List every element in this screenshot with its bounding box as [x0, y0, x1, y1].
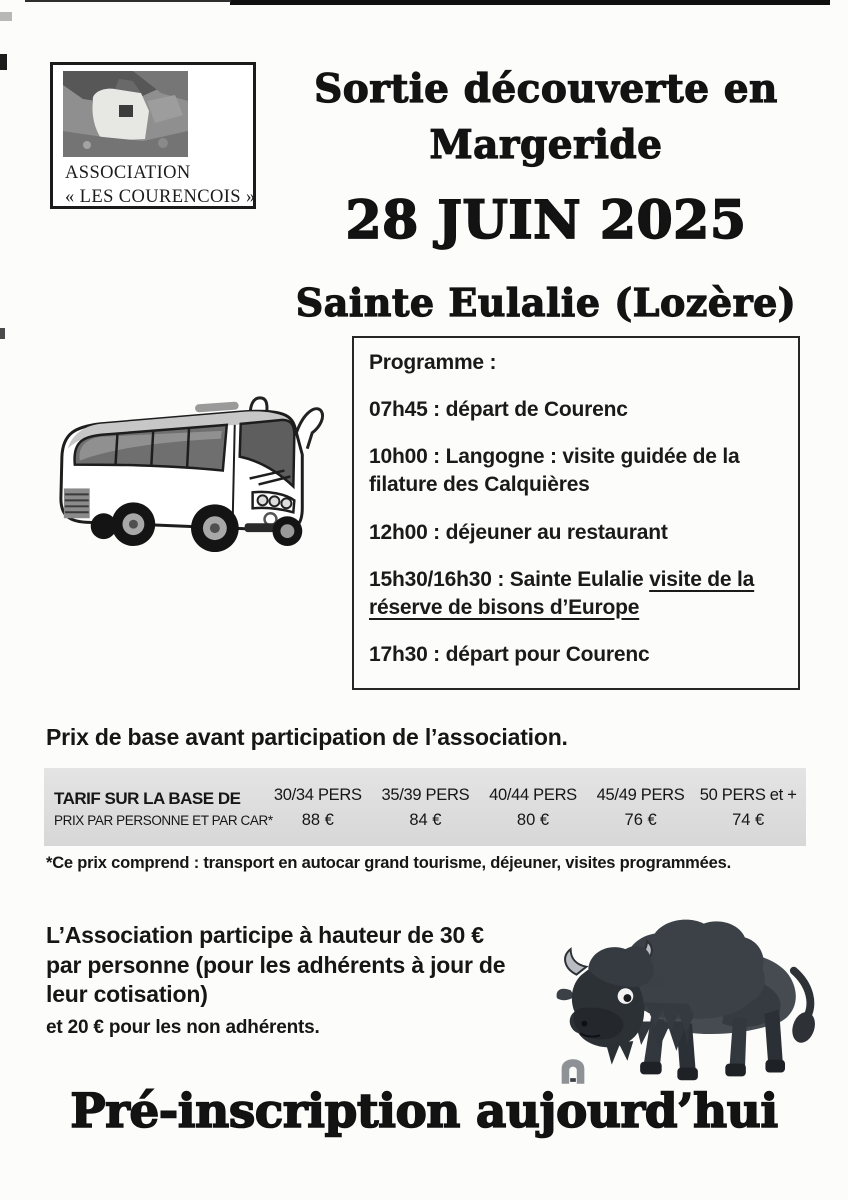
bus-illustration [46, 390, 344, 566]
tarif-column: 40/44 PERS 80 € [489, 786, 577, 829]
tarif-label-per-person: PRIX PAR PERSONNE ET PAR CAR* [54, 812, 273, 828]
participation-line: leur cotisation) [46, 981, 208, 1008]
association-logo-box [50, 62, 256, 209]
scan-artifact [230, 0, 830, 5]
tarif-table [44, 768, 806, 846]
participation-line: L’Association participe à hauteur de 30 € [46, 922, 484, 948]
participation-line: par personne (pour les adhérents à jour de [46, 951, 506, 978]
event-title-line2: Margeride [429, 122, 663, 168]
event-date: 28 JUIN 2025 [345, 190, 747, 251]
programme-item: 17h30 : départ pour Courenc [369, 642, 650, 666]
tarif-column: 50 PERS et + 74 € [699, 786, 797, 829]
event-location: Sainte Eulalie (Lozère) [295, 280, 797, 325]
programme-item: 15h30/16h30 : Sainte Eulalie visite de la réserve de bisons d’Europe [369, 567, 755, 619]
association-name-line1: ASSOCIATION [65, 163, 191, 183]
scan-artifact [0, 12, 12, 21]
programme-item: 12h00 : déjeuner au restaurant [369, 520, 668, 544]
participation-block [46, 921, 505, 1039]
tarif-column: 35/39 PERS 84 € [381, 786, 470, 829]
title-block [258, 66, 834, 325]
tarif-row-labels [54, 788, 273, 828]
programme-heading: Programme : [369, 351, 497, 374]
preinscription-cta: Pré-inscription aujourd’hui [70, 1084, 778, 1139]
non-adherents-note: et 20 € pour les non adhérents. [46, 1016, 320, 1038]
underlined-visit-text: visite de la réserve de bisons d’Europe [369, 567, 755, 619]
stone-ruins-photo [63, 71, 188, 157]
pricing-heading: Prix de base avant participation de l’association. [46, 724, 568, 750]
programme-item: 10h00 : Langogne : visite guidée de la filature des Calquières [369, 445, 740, 497]
scan-artifact [25, 0, 231, 2]
tarif-label-base: TARIF SUR LA BASE DE [54, 788, 241, 808]
event-title-line1: Sortie découverte en [314, 66, 778, 112]
programme-box [352, 336, 800, 690]
price-footnote: *Ce prix comprend : transport en autocar grand tourisme, déjeuner, visites programmées. [46, 854, 731, 872]
watermark-icon [556, 1057, 590, 1086]
programme-item: 07h45 : départ de Courenc [369, 398, 628, 422]
tarif-column: 30/34 PERS 88 € [273, 786, 362, 829]
tarif-column: 45/49 PERS 76 € [596, 786, 685, 829]
scan-artifact [0, 328, 5, 339]
scan-artifact [0, 54, 7, 70]
association-name-line2: « LES COURENCOIS » [65, 187, 256, 208]
